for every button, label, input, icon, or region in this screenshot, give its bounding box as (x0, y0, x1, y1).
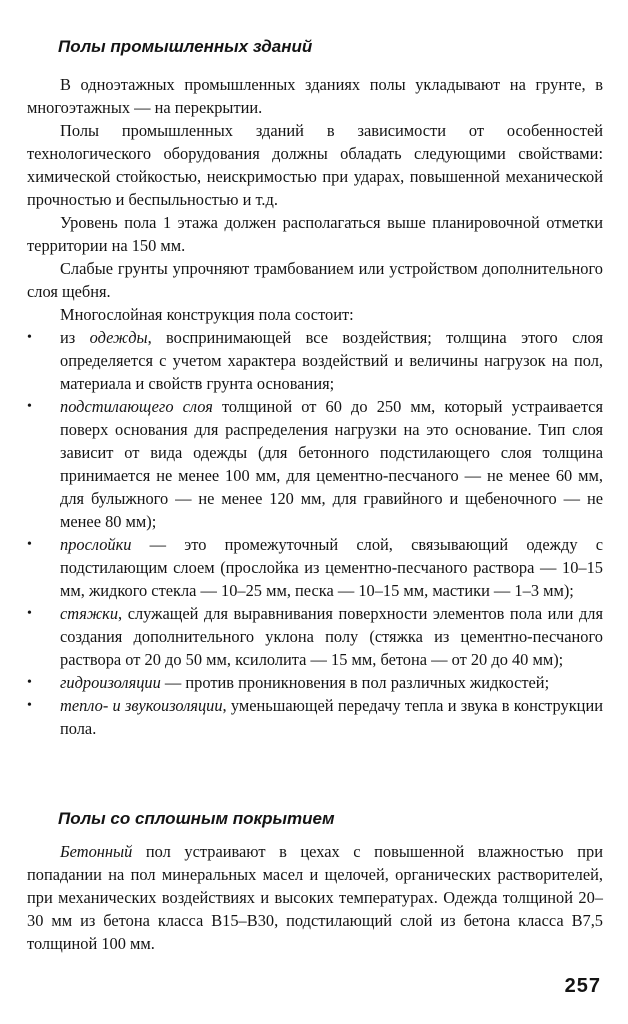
list-item (27, 326, 603, 395)
paragraph: Многослойная конструкция пола состоит: (60, 305, 354, 324)
item-text: — это промежуточный слой, связывающий одежду с подстилающим слоем (прослойка из цементно-песчаного раствора — 10–15 мм, жидкого стекла — 10–25 мм, песка — 10–15 мм, мастики — 1–3 мм); (60, 535, 603, 600)
paragraph: В одноэтажных промышленных зданиях полы укладывают на грунте, в многоэтажных — на перекрытии. (27, 75, 603, 117)
list-item (27, 395, 603, 533)
item-term: прослойки (60, 535, 132, 554)
item-text: , служащей для выравнивания поверхности элементов пола или для создания дополнительного уклона полу (стяжка из цементно-песчаного раствора от 20 до 50 мм, ксилолита — 15 мм, бетона — от 20 до 40 мм); (60, 604, 603, 669)
item-term: стяжки (60, 604, 119, 623)
list-item (27, 533, 603, 602)
paragraph: Полы промышленных зданий в зависимости от особенностей технологического оборудования должны обладать следующими свойствами: химической стойкостью, неискримостью при ударах, повышенной механической прочностью и беспыльностью и т.д. (27, 121, 603, 209)
paragraph: Уровень пола 1 этажа должен располагаться выше планировочной отметки территории на 150 мм. (27, 213, 603, 255)
list-item (27, 671, 603, 694)
item-text: толщиной от 60 до 250 мм, который устраивается поверх основания для распределения нагрузки на это основание. Тип слоя зависит от вида одежды (для бетонного подстилающего слоя толщина принимается не менее 100 мм, для цементно-песчаного — не менее 60 мм, для булыжного — не менее 120 мм, для гравийного и щебеночного — не менее 80 мм); (60, 397, 603, 531)
bullet-icon: • (27, 606, 32, 621)
bullet-icon: • (27, 399, 32, 414)
paragraph-term: Бетонный (60, 842, 133, 861)
list-item (27, 694, 603, 740)
paragraph-text: пол устраивают в цехах с повышенной влажностью при попадании на пол минеральных масел и щелочей, органических растворителей, при механических воздействиях и высоких температурах. Одежда толщиной 20–30 мм из бетона класса В15–В30, подстилающий слой из бетона класса В7,5 толщиной 100 мм. (27, 842, 603, 953)
floor-layers-list (27, 326, 603, 740)
item-term: гидроизоляции (60, 673, 161, 692)
section-heading-continuous-coating: Полы со сплошным покрытием (58, 809, 335, 828)
section-body-continuous-coating (27, 840, 603, 955)
item-term: подстилающего слоя (60, 397, 213, 416)
bullet-icon: • (27, 330, 32, 345)
section-heading-industrial-floors: Полы промышленных зданий (58, 37, 313, 56)
item-text: — против проникновения в пол различных жидкостей; (160, 673, 550, 692)
bullet-icon: • (27, 537, 32, 552)
item-text: , воспринимающей все воздействия; толщина этого слоя определяется с учетом характера воздействий и величины нагрузок на пол, материала и свойств грунта основания; (60, 328, 603, 393)
list-item (27, 602, 603, 671)
section-body-industrial-floors (27, 73, 603, 740)
bullet-icon: • (27, 675, 32, 690)
paragraph (27, 840, 603, 955)
item-term: одежды (89, 328, 148, 347)
bullet-icon: • (27, 698, 32, 713)
item-term: тепло- и звукоизоляции (60, 696, 223, 715)
item-text: , уменьшающей передачу тепла и звука в конструкции пола. (60, 696, 603, 738)
item-prefix: из (60, 328, 90, 347)
page-number: 257 (564, 975, 601, 997)
paragraph: Слабые грунты упрочняют трамбованием или устройством дополнительного слоя щебня. (27, 259, 603, 301)
